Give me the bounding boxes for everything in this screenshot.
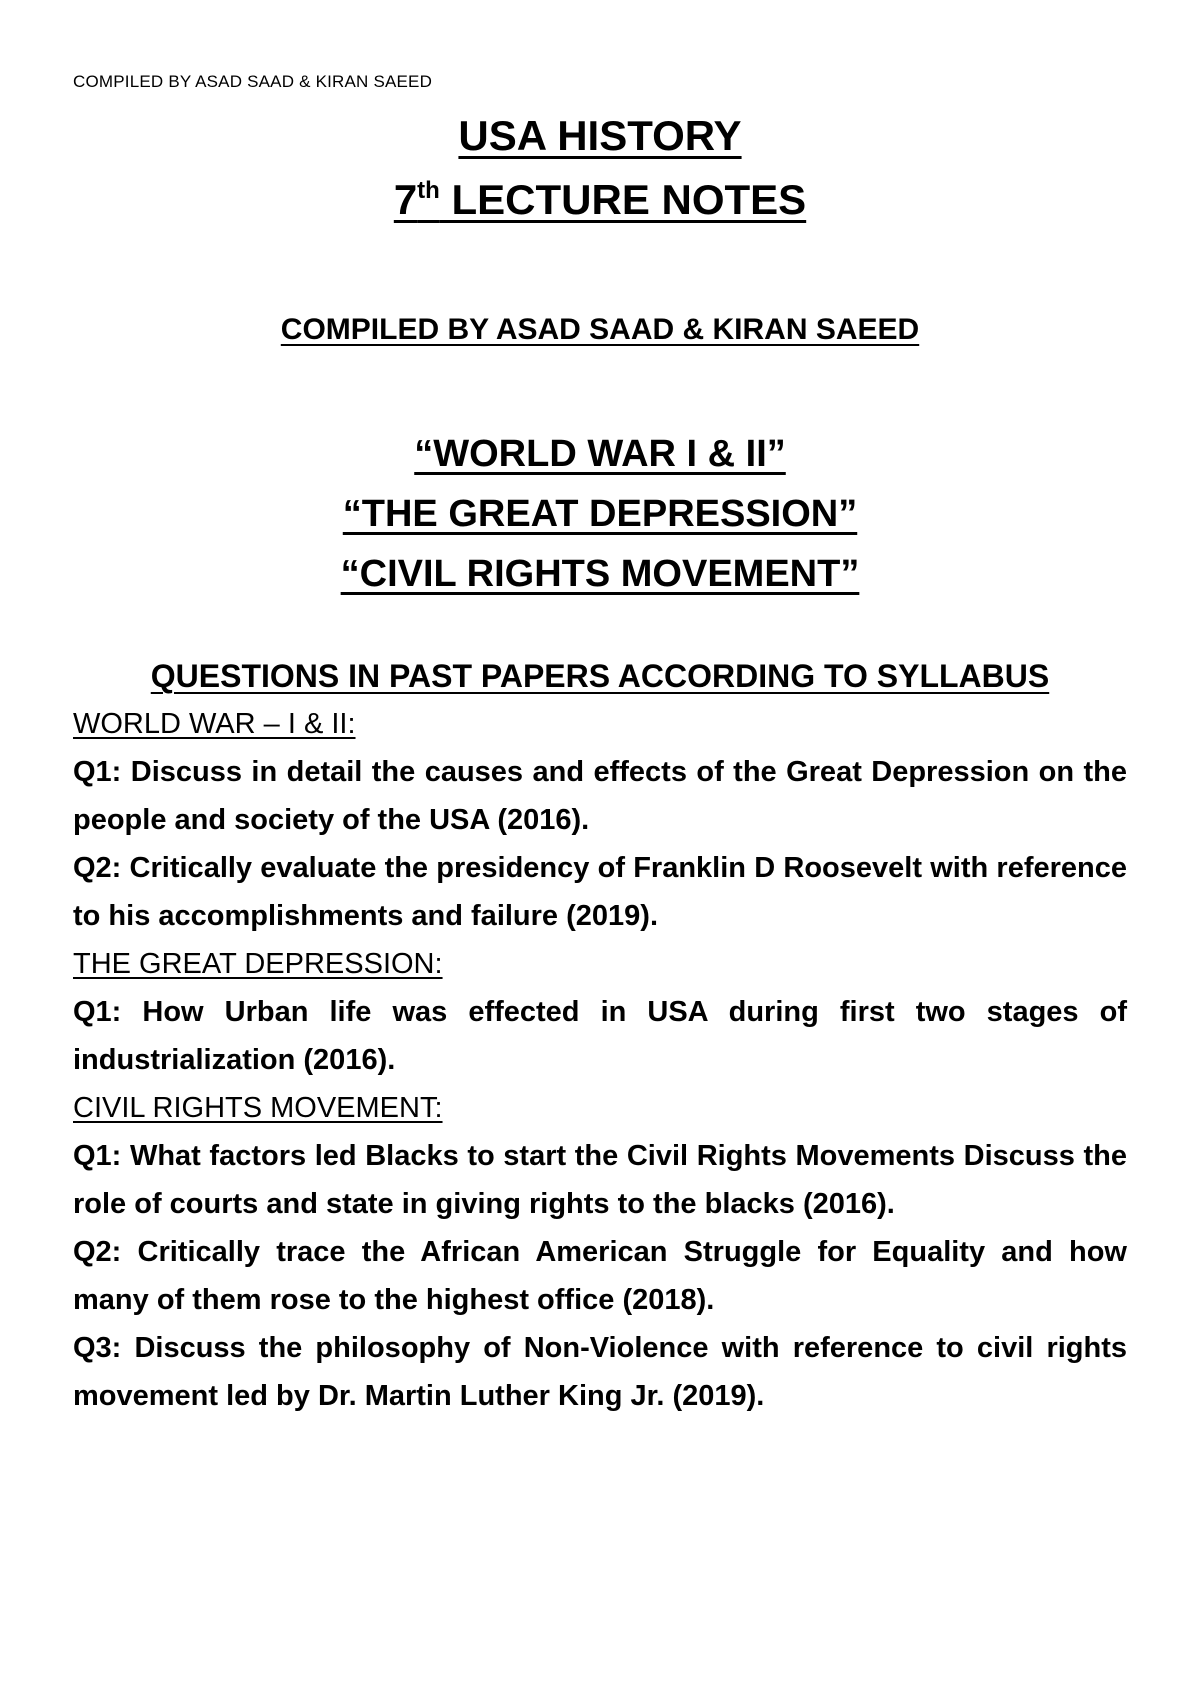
section-world-war: [73, 700, 1127, 940]
question-item: Q2: Critically trace the African American Struggle for Equality and how many of them rose to the highest office (2018).: [73, 1236, 1127, 1316]
question-item: Q2: Critically evaluate the presidency of Franklin D Roosevelt with reference to his accomplishments and failure (2019).: [73, 852, 1127, 932]
topic-great-depression: “THE GREAT DEPRESSION”: [342, 493, 858, 535]
compiled-by-heading: COMPILED BY ASAD SAAD & KIRAN SAEED: [280, 313, 920, 346]
title-line-usa-history: USA HISTORY: [458, 112, 742, 159]
section-heading: THE GREAT DEPRESSION:: [73, 948, 443, 980]
section-heading: CIVIL RIGHTS MOVEMENT:: [73, 1092, 443, 1124]
question-item: Q3: Discuss the philosophy of Non-Violence with reference to civil rights movement led by Dr. Martin Luther King Jr. (2019).: [73, 1332, 1127, 1412]
question-item: Q1: What factors led Blacks to start the Civil Rights Movements Discuss the role of courts and state in giving rights to the blacks (2016).: [73, 1140, 1127, 1220]
question-item: Q1: Discuss in detail the causes and effects of the Great Depression on the people and society of the USA (2016).: [73, 756, 1127, 836]
ordinal-suffix: th: [417, 177, 440, 204]
topics-list: [0, 424, 1200, 604]
header-compiled-note: COMPILED BY ASAD SAAD & KIRAN SAEED: [73, 72, 433, 91]
section-great-depression: [73, 940, 1127, 1084]
questions-content: [73, 700, 1127, 1420]
topic-world-war: “WORLD WAR I & II”: [414, 433, 786, 475]
section-civil-rights: [73, 1084, 1127, 1420]
title-line-lecture-notes: 7th LECTURE NOTES: [393, 176, 807, 223]
section-heading: WORLD WAR – I & II:: [73, 708, 356, 740]
main-title: [0, 104, 1200, 232]
question-item: Q1: How Urban life was effected in USA during first two stages of industrialization (2016).: [73, 996, 1127, 1076]
questions-heading: QUESTIONS IN PAST PAPERS ACCORDING TO SYLLABUS: [150, 658, 1050, 694]
topic-civil-rights: “CIVIL RIGHTS MOVEMENT”: [340, 553, 860, 595]
